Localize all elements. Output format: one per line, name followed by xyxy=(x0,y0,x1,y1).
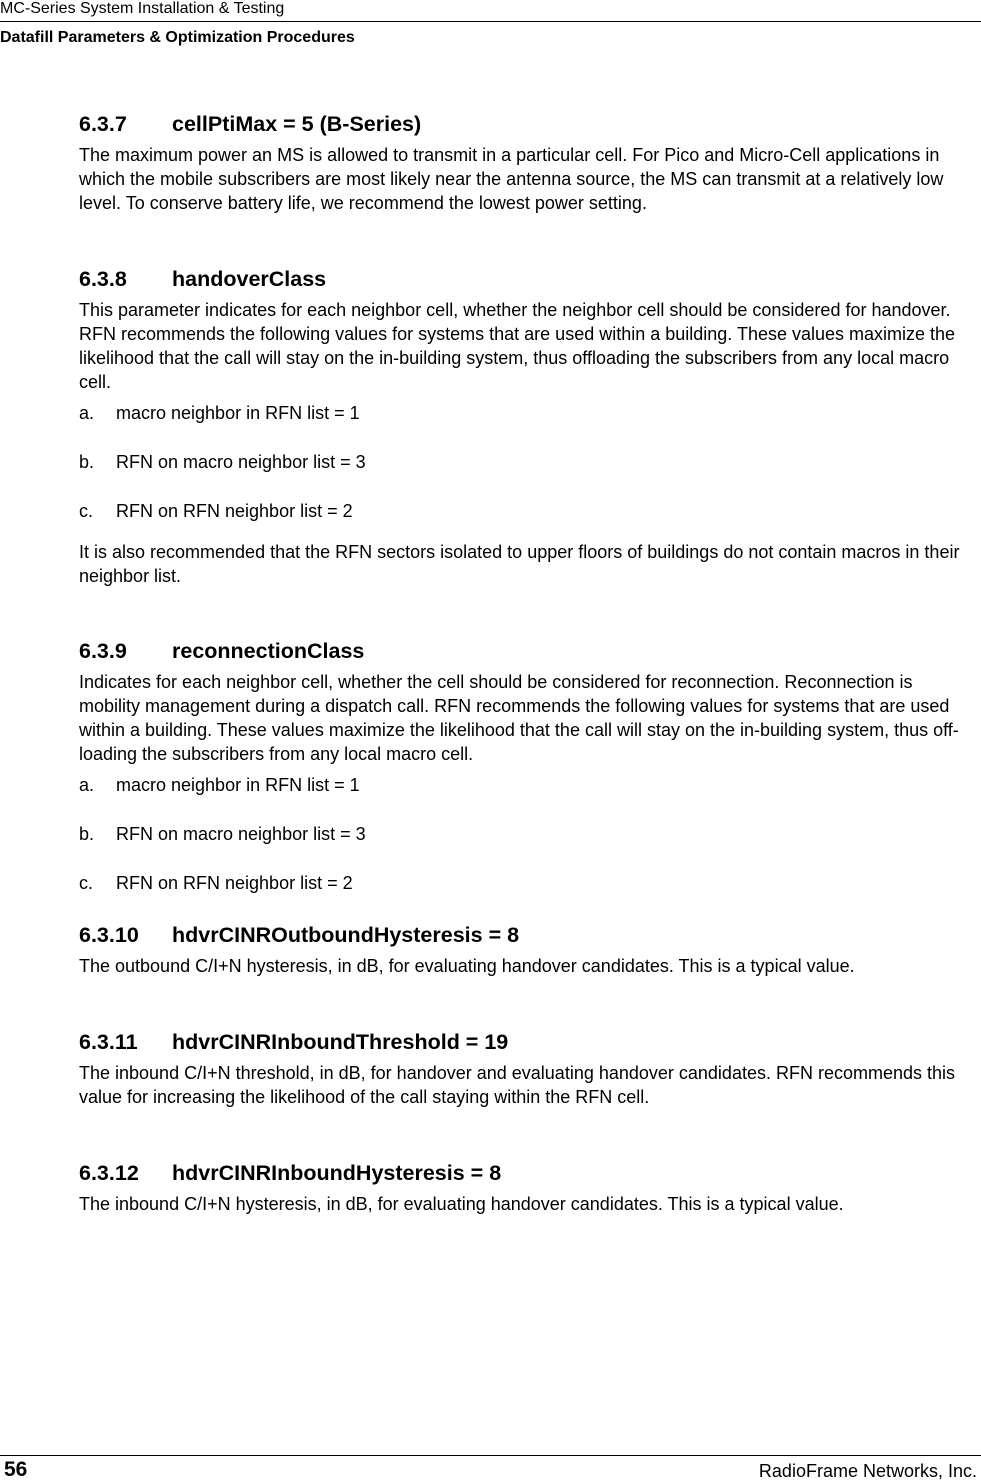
document-title: MC-Series System Installation & Testing xyxy=(0,0,285,17)
section-6-3-10 xyxy=(79,920,973,978)
section-title: cellPtiMax = 5 (B-Series) xyxy=(172,112,422,136)
section-6-3-8 xyxy=(79,264,973,588)
section-heading xyxy=(79,264,973,294)
list-item-text: macro neighbor in RFN list = 1 xyxy=(116,775,360,795)
list-item xyxy=(79,871,973,895)
section-title: hdvrCINRInboundHysteresis = 8 xyxy=(172,1161,502,1185)
list-item-text: RFN on macro neighbor list = 3 xyxy=(116,452,366,472)
section-body: The inbound C/I+N threshold, in dB, for handover and evaluating handover candidates. RFN recommends this value for increasing the likelihood of the call staying within the RFN cell. xyxy=(79,1063,956,1107)
section-title: hdvrCINROutboundHysteresis = 8 xyxy=(172,923,520,947)
section-body: The maximum power an MS is allowed to transmit in a particular cell. For Pico and Micro-Cell applications in which the mobile subscribers are most likely near the antenna source, the MS can transmit at a relatively low level. To conserve battery life, we recommend the lowest power setting. xyxy=(79,145,944,213)
section-body: The outbound C/I+N hysteresis, in dB, for evaluating handover candidates. This is a typical value. xyxy=(79,956,855,976)
chapter-title: Datafill Parameters & Optimization Procedures xyxy=(0,29,355,46)
section-6-3-9 xyxy=(79,636,973,895)
section-heading xyxy=(79,920,973,950)
list-marker: c. xyxy=(79,873,94,893)
section-body: This parameter indicates for each neighbor cell, whether the neighbor cell should be considered for handover. RFN recommends the following values for systems that are used within a building. These values maximize the likelihood that the call will stay on the in-building system, thus offloading the subscribers from any local macro cell. xyxy=(79,300,956,392)
list-item xyxy=(79,499,973,523)
header-divider xyxy=(0,21,981,22)
list-item xyxy=(79,773,973,797)
list-item-text: RFN on macro neighbor list = 3 xyxy=(116,824,366,844)
section-number: 6.3.7 xyxy=(79,112,127,136)
list-item xyxy=(79,450,973,474)
section-number: 6.3.9 xyxy=(79,639,127,663)
list-item-text: RFN on RFN neighbor list = 2 xyxy=(116,873,353,893)
section-note: It is also recommended that the RFN sectors isolated to upper floors of buildings do not contain macros in their neighbor list. xyxy=(79,542,960,586)
company-name: RadioFrame Networks, Inc. xyxy=(758,1461,977,1481)
section-6-3-7 xyxy=(79,109,973,215)
section-number: 6.3.12 xyxy=(79,1161,139,1185)
section-number: 6.3.10 xyxy=(79,923,139,947)
section-heading xyxy=(79,109,973,139)
list-marker: b. xyxy=(79,452,95,472)
section-title: hdvrCINRInboundThreshold = 19 xyxy=(172,1030,509,1054)
list-marker: a. xyxy=(79,403,95,423)
list-marker: c. xyxy=(79,501,94,521)
list-marker: b. xyxy=(79,824,95,844)
page-number: 56 xyxy=(4,1458,28,1481)
list-item xyxy=(79,401,973,425)
section-heading xyxy=(79,1027,973,1057)
section-body: Indicates for each neighbor cell, whether the cell should be considered for reconnection. Reconnection is mobility management during a dispatch call. RFN recommends the following values for systems that are used within a building. These values maximize the likelihood that the call will stay on the in-building system, thus off-loading the subscribers from any local macro cell. xyxy=(79,672,959,764)
list-item-text: macro neighbor in RFN list = 1 xyxy=(116,403,360,423)
list-item xyxy=(79,822,973,846)
section-number: 6.3.11 xyxy=(79,1030,138,1054)
section-6-3-11 xyxy=(79,1027,973,1109)
list-marker: a. xyxy=(79,775,95,795)
recommended-values-list xyxy=(79,401,973,523)
section-title: handoverClass xyxy=(172,267,327,291)
recommended-values-list xyxy=(79,773,973,895)
section-number: 6.3.8 xyxy=(79,267,127,291)
footer-divider xyxy=(0,1455,981,1456)
list-item-text: RFN on RFN neighbor list = 2 xyxy=(116,501,353,521)
section-heading xyxy=(79,1158,973,1188)
page-body xyxy=(79,109,973,1216)
section-heading xyxy=(79,636,973,666)
section-body: The inbound C/I+N hysteresis, in dB, for evaluating handover candidates. This is a typical value. xyxy=(79,1194,844,1214)
section-6-3-12 xyxy=(79,1158,973,1216)
section-title: reconnectionClass xyxy=(172,639,365,663)
